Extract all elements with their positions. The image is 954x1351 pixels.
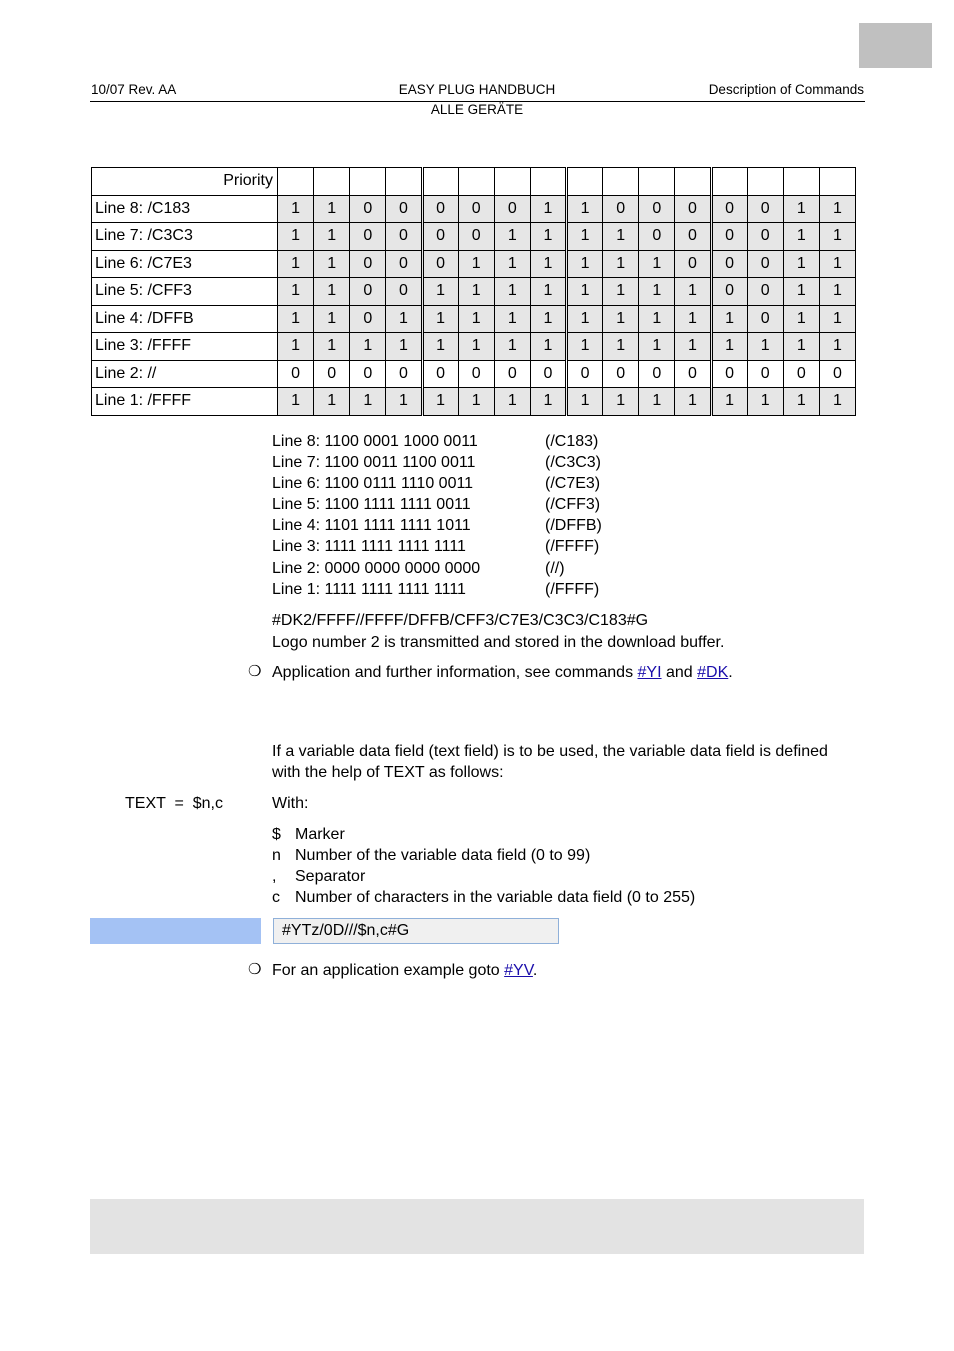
bit-cell: 1 <box>530 278 566 306</box>
bit-cell: 1 <box>603 250 639 278</box>
parameter-symbol: , <box>272 868 277 885</box>
bit-cell: 0 <box>639 223 675 251</box>
bit-cell: 1 <box>458 278 494 306</box>
bit-cell: 1 <box>278 223 314 251</box>
binary-line-hex: (/C7E3) <box>545 475 601 493</box>
bit-cell: 1 <box>711 388 747 416</box>
bit-cell: 0 <box>675 360 711 388</box>
priority-cell <box>603 168 639 196</box>
bit-cell: 1 <box>603 278 639 306</box>
priority-cell <box>458 168 494 196</box>
bit-cell: 0 <box>711 223 747 251</box>
priority-label: Priority <box>92 168 278 196</box>
bit-cell: 1 <box>278 388 314 416</box>
bit-cell: 1 <box>675 305 711 333</box>
bit-cell: 1 <box>567 278 603 306</box>
binary-line <box>272 452 602 473</box>
priority-cell <box>314 168 350 196</box>
binary-line-bits: Line 3: 1111 1111 1111 1111 <box>272 538 466 556</box>
bit-cell: 1 <box>314 305 350 333</box>
link-yi[interactable]: #YI <box>637 664 662 681</box>
bit-cell: 1 <box>819 388 855 416</box>
bit-cell: 1 <box>567 250 603 278</box>
syntax-marker-band <box>90 918 261 944</box>
bit-cell: 1 <box>603 223 639 251</box>
bit-cell: 1 <box>783 223 819 251</box>
bit-cell: 1 <box>494 250 530 278</box>
bit-row-label: Line 4: /DFFB <box>92 305 278 333</box>
bit-cell: 1 <box>639 388 675 416</box>
bit-cell: 0 <box>747 360 783 388</box>
bit-cell: 0 <box>639 360 675 388</box>
header-revision: 10/07 Rev. AA <box>91 82 177 97</box>
binary-line <box>272 431 602 452</box>
binary-line-bits: Line 1: 1111 1111 1111 1111 <box>272 580 466 598</box>
bit-cell: 0 <box>494 360 530 388</box>
bit-cell: 1 <box>494 305 530 333</box>
bit-cell: 0 <box>278 360 314 388</box>
bit-cell: 1 <box>530 195 566 223</box>
priority-cell <box>711 168 747 196</box>
bit-cell: 0 <box>783 360 819 388</box>
bit-cell: 1 <box>819 333 855 361</box>
command-note: Logo number 2 is transmitted and stored in the download buffer. <box>272 634 725 651</box>
bit-cell: 1 <box>458 333 494 361</box>
bit-cell: 1 <box>603 388 639 416</box>
bit-cell: 1 <box>314 250 350 278</box>
bit-cell: 0 <box>747 195 783 223</box>
bit-cell: 0 <box>639 195 675 223</box>
priority-cell <box>783 168 819 196</box>
bit-cell: 0 <box>675 250 711 278</box>
bit-row-label: Line 5: /CFF3 <box>92 278 278 306</box>
binary-line <box>272 515 602 536</box>
bit-cell: 0 <box>314 360 350 388</box>
bit-cell: 1 <box>278 250 314 278</box>
bit-row <box>92 360 856 388</box>
bit-cell: 1 <box>603 305 639 333</box>
parameter-description: Number of the variable data field (0 to 99) <box>295 847 591 864</box>
footer-band <box>90 1199 864 1254</box>
bit-row-label: Line 7: /C3C3 <box>92 223 278 251</box>
bit-cell: 0 <box>350 360 386 388</box>
bit-cell: 1 <box>458 250 494 278</box>
bit-cell: 0 <box>350 278 386 306</box>
bit-cell: 1 <box>494 278 530 306</box>
bit-cell: 0 <box>386 223 422 251</box>
binary-line-hex: (//) <box>545 559 565 577</box>
bit-cell: 1 <box>494 223 530 251</box>
bit-cell: 1 <box>711 305 747 333</box>
priority-cell <box>494 168 530 196</box>
parameter-symbol: n <box>272 847 281 864</box>
binary-line <box>272 536 602 557</box>
binary-line-hex: (/DFFB) <box>545 517 602 535</box>
priority-row <box>92 168 856 196</box>
variable-field-intro: If a variable data field (text field) is to be used, the variable data field is defined with the help of TEXT as follows: <box>272 743 828 781</box>
corner-tab <box>859 23 932 68</box>
bit-row-label: Line 8: /C183 <box>92 195 278 223</box>
priority-cell <box>278 168 314 196</box>
bit-cell: 1 <box>819 223 855 251</box>
bit-cell: 1 <box>675 278 711 306</box>
bit-cell: 0 <box>350 305 386 333</box>
header-title: EASY PLUG HANDBUCH <box>398 82 556 97</box>
bit-cell: 0 <box>711 195 747 223</box>
bit-cell: 1 <box>819 278 855 306</box>
bit-cell: 0 <box>386 250 422 278</box>
link-yv[interactable]: #YV <box>504 962 533 979</box>
bullet-icon: ❍ <box>248 663 262 680</box>
binary-line-hex: (/C3C3) <box>545 454 602 472</box>
bit-row-label: Line 1: /FFFF <box>92 388 278 416</box>
bit-cell: 1 <box>711 333 747 361</box>
parameter-item <box>272 845 695 866</box>
binary-line-hex: (/C183) <box>545 433 599 450</box>
bit-cell: 1 <box>747 333 783 361</box>
bit-cell: 0 <box>458 223 494 251</box>
bit-cell: 1 <box>530 305 566 333</box>
bit-row <box>92 305 856 333</box>
bit-cell: 1 <box>494 333 530 361</box>
command-example: #DK2/FFFF//FFFF/DFFB/CFF3/C7E3/C3C3/C183#G <box>272 612 649 629</box>
bit-cell: 1 <box>819 195 855 223</box>
bit-cell: 1 <box>639 278 675 306</box>
parameter-description: Separator <box>295 868 366 885</box>
parameter-list <box>272 824 695 908</box>
bit-cell: 1 <box>567 388 603 416</box>
binary-line <box>272 494 602 515</box>
bit-cell: 0 <box>458 360 494 388</box>
syntax-code-box: #YTz/0D///$n,c#G <box>273 918 559 944</box>
parameter-symbol: $ <box>272 826 281 843</box>
bit-cell: 1 <box>675 333 711 361</box>
binary-line-hex: (/FFFF) <box>545 580 600 598</box>
bit-cell: 1 <box>639 305 675 333</box>
bit-row <box>92 333 856 361</box>
bit-cell: 1 <box>567 333 603 361</box>
bit-cell: 0 <box>422 360 458 388</box>
parameter-symbol: c <box>272 889 280 906</box>
application-info-mid: and <box>661 664 698 681</box>
bit-cell: 0 <box>494 195 530 223</box>
priority-cell <box>747 168 783 196</box>
bit-row <box>92 195 856 223</box>
priority-cell <box>567 168 603 196</box>
bit-cell: 0 <box>567 360 603 388</box>
bit-cell: 1 <box>530 223 566 251</box>
priority-cell <box>530 168 566 196</box>
bit-cell: 1 <box>783 388 819 416</box>
binary-line-bits: Line 2: 0000 0000 0000 0000 <box>272 559 481 577</box>
parameter-item <box>272 824 695 845</box>
bit-cell: 1 <box>819 305 855 333</box>
bit-cell: 0 <box>422 250 458 278</box>
bit-cell: 1 <box>567 305 603 333</box>
bit-cell: 0 <box>603 360 639 388</box>
binary-line-hex: (/CFF3) <box>545 496 601 514</box>
header-section: Description of Commands <box>708 82 864 97</box>
bit-cell: 0 <box>530 360 566 388</box>
bit-cell: 0 <box>350 223 386 251</box>
bit-cell: 0 <box>711 250 747 278</box>
binary-lines-list <box>272 431 602 600</box>
link-dk[interactable]: #DK <box>697 664 729 681</box>
binary-line <box>272 579 602 600</box>
bit-row <box>92 388 856 416</box>
bit-cell: 0 <box>603 195 639 223</box>
bit-row <box>92 223 856 251</box>
application-info-suffix: . <box>728 664 733 681</box>
bit-cell: 0 <box>711 360 747 388</box>
bit-row-label: Line 6: /C7E3 <box>92 250 278 278</box>
bit-cell: 1 <box>530 388 566 416</box>
bullet-icon: ❍ <box>248 961 262 978</box>
priority-cell <box>639 168 675 196</box>
binary-line-bits: Line 7: 1100 0011 1100 0011 <box>272 454 476 472</box>
bit-cell: 0 <box>386 360 422 388</box>
bit-cell: 0 <box>386 278 422 306</box>
bit-pattern-table <box>91 167 856 416</box>
bit-cell: 1 <box>350 333 386 361</box>
bit-cell: 0 <box>747 305 783 333</box>
bit-cell: 1 <box>530 250 566 278</box>
bit-cell: 1 <box>278 305 314 333</box>
bit-cell: 1 <box>819 250 855 278</box>
bit-cell: 1 <box>675 388 711 416</box>
bit-cell: 0 <box>675 223 711 251</box>
bit-cell: 1 <box>422 278 458 306</box>
header-subtitle: ALLE GERÄTE <box>430 102 524 117</box>
bit-cell: 1 <box>278 333 314 361</box>
bit-cell: 1 <box>278 278 314 306</box>
bit-cell: 1 <box>567 223 603 251</box>
bit-cell: 1 <box>494 388 530 416</box>
bit-cell: 1 <box>783 195 819 223</box>
priority-cell <box>819 168 855 196</box>
bit-cell: 0 <box>675 195 711 223</box>
bit-cell: 0 <box>386 195 422 223</box>
bit-cell: 1 <box>783 305 819 333</box>
bit-cell: 1 <box>530 333 566 361</box>
priority-cell <box>386 168 422 196</box>
bit-cell: 1 <box>314 278 350 306</box>
bit-row <box>92 278 856 306</box>
bit-cell: 1 <box>314 195 350 223</box>
bit-cell: 0 <box>458 195 494 223</box>
bit-cell: 1 <box>603 333 639 361</box>
bit-row <box>92 250 856 278</box>
binary-line <box>272 473 602 494</box>
bit-cell: 1 <box>422 333 458 361</box>
bit-cell: 0 <box>350 195 386 223</box>
parameter-item <box>272 887 695 908</box>
bit-cell: 1 <box>783 250 819 278</box>
bit-cell: 1 <box>567 195 603 223</box>
bit-cell: 0 <box>747 278 783 306</box>
bit-cell: 1 <box>314 223 350 251</box>
text-definition: TEXT = $n,c <box>125 795 223 812</box>
bit-cell: 1 <box>783 278 819 306</box>
bit-cell: 0 <box>350 250 386 278</box>
application-example-prefix: For an application example goto <box>272 962 505 979</box>
bit-cell: 1 <box>639 333 675 361</box>
parameter-item <box>272 866 695 887</box>
bit-cell: 0 <box>747 223 783 251</box>
parameter-description: Number of characters in the variable data field (0 to 255) <box>295 889 696 906</box>
bit-cell: 0 <box>711 278 747 306</box>
bit-cell: 1 <box>386 388 422 416</box>
bit-cell: 1 <box>783 333 819 361</box>
bit-cell: 0 <box>422 195 458 223</box>
bit-cell: 1 <box>386 305 422 333</box>
bit-cell: 1 <box>458 388 494 416</box>
binary-line-bits: Line 8: 1100 0001 1000 0011 <box>272 433 478 450</box>
binary-line-bits: Line 6: 1100 0111 1110 0011 <box>272 475 474 493</box>
bit-cell: 1 <box>458 305 494 333</box>
application-example-text <box>272 960 537 981</box>
bit-cell: 1 <box>422 388 458 416</box>
bit-cell: 1 <box>422 305 458 333</box>
application-info-text <box>272 662 733 683</box>
with-label: With: <box>272 795 309 812</box>
bit-cell: 0 <box>747 250 783 278</box>
bit-cell: 0 <box>819 360 855 388</box>
parameter-description: Marker <box>295 826 345 843</box>
bit-cell: 1 <box>278 195 314 223</box>
priority-cell <box>350 168 386 196</box>
priority-cell <box>675 168 711 196</box>
binary-line-hex: (/FFFF) <box>545 538 600 556</box>
priority-cell <box>422 168 458 196</box>
bit-cell: 0 <box>422 223 458 251</box>
bit-cell: 1 <box>639 250 675 278</box>
bit-cell: 1 <box>314 333 350 361</box>
bit-row-label: Line 2: // <box>92 360 278 388</box>
binary-line <box>272 558 602 579</box>
bit-cell: 1 <box>386 333 422 361</box>
bit-cell: 1 <box>314 388 350 416</box>
binary-line-bits: Line 4: 1101 1111 1111 1011 <box>272 517 471 535</box>
bit-row-label: Line 3: /FFFF <box>92 333 278 361</box>
application-info-prefix: Application and further information, see commands <box>272 664 638 681</box>
binary-line-bits: Line 5: 1100 1111 1111 0011 <box>272 496 471 514</box>
bit-cell: 1 <box>350 388 386 416</box>
bit-cell: 1 <box>747 388 783 416</box>
application-example-suffix: . <box>532 962 538 979</box>
